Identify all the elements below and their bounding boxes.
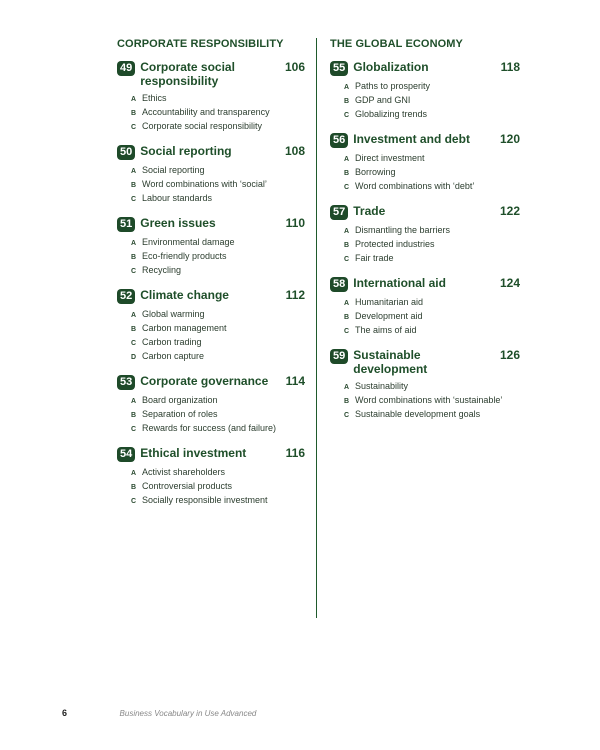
- unit-title: Green issues: [140, 216, 216, 230]
- unit-entry: [330, 60, 520, 122]
- book-title: Business Vocabulary in Use Advanced: [119, 709, 257, 718]
- subtopic-text: Protected industries: [355, 239, 435, 249]
- subtopic-letter: C: [131, 196, 137, 203]
- subtopic-text: Word combinations with ‘sustainable’: [355, 395, 503, 405]
- subtopic-text: Recycling: [142, 265, 182, 275]
- unit-number-badge: 49: [117, 61, 135, 76]
- subtopic-item: [131, 408, 305, 422]
- unit-number-badge: 54: [117, 447, 135, 462]
- subtopic-item: [344, 94, 520, 108]
- unit-heading[interactable]: [117, 216, 305, 232]
- subtopic-item: [131, 480, 305, 494]
- unit-title: Corporate social responsibility: [140, 60, 235, 88]
- subtopic-text: Carbon capture: [142, 351, 205, 361]
- unit-entry: [330, 276, 520, 338]
- unit-page-number: 126: [499, 348, 520, 362]
- unit-title: Investment and debt: [353, 132, 470, 146]
- unit-page-number: 108: [284, 144, 305, 158]
- unit-page-number: 120: [499, 132, 520, 146]
- subtopic-item: [131, 178, 305, 192]
- unit-title: Sustainable development: [353, 348, 428, 376]
- subtopic-text: Fair trade: [355, 253, 394, 263]
- unit-title: Climate change: [140, 288, 229, 302]
- subtopic-letter: B: [344, 398, 350, 405]
- subtopic-item: [344, 80, 520, 94]
- subtopic-item: [131, 350, 305, 364]
- subtopic-letter: C: [131, 124, 137, 131]
- subtopic-item: [344, 380, 520, 394]
- subtopic-list: [344, 224, 520, 266]
- subtopic-letter: B: [344, 98, 350, 105]
- unit-entry: [117, 144, 305, 206]
- unit-page-number: 110: [285, 216, 305, 230]
- page-footer: [62, 708, 256, 718]
- subtopic-text: Rewards for success (and failure): [142, 423, 277, 433]
- subtopic-letter: B: [131, 254, 137, 261]
- unit-entry: [330, 132, 520, 194]
- unit-number-badge: 51: [117, 217, 135, 232]
- subtopic-item: [344, 166, 520, 180]
- subtopic-text: Eco-friendly products: [142, 251, 227, 261]
- subtopic-item: [344, 408, 520, 422]
- unit-heading[interactable]: [117, 144, 305, 160]
- unit-title: Social reporting: [140, 144, 232, 158]
- section-title: CORPORATE RESPONSIBILITY: [117, 38, 284, 50]
- subtopic-text: Socially responsible investment: [142, 495, 268, 505]
- subtopic-item: [131, 308, 305, 322]
- subtopic-text: Borrowing: [355, 167, 396, 177]
- unit-number-badge: 52: [117, 289, 135, 304]
- subtopic-text: Global warming: [142, 309, 205, 319]
- subtopic-item: [131, 92, 305, 106]
- unit-title: Ethical investment: [140, 446, 247, 460]
- unit-page-number: 106: [284, 60, 305, 74]
- subtopic-text: Dismantling the barriers: [355, 225, 451, 235]
- subtopic-letter: A: [344, 384, 350, 391]
- subtopic-item: [344, 296, 520, 310]
- subtopic-text: Social reporting: [142, 165, 205, 175]
- left-column: [117, 38, 305, 518]
- subtopic-list: [131, 394, 305, 436]
- subtopic-list: [344, 80, 520, 122]
- subtopic-text: Activist shareholders: [142, 467, 226, 477]
- subtopic-list: [131, 164, 305, 206]
- subtopic-text: Board organization: [142, 395, 218, 405]
- unit-heading[interactable]: [330, 348, 520, 376]
- subtopic-item: [131, 120, 305, 134]
- subtopic-letter: C: [131, 426, 137, 433]
- subtopic-item: [131, 264, 305, 278]
- subtopic-text: Labour standards: [142, 193, 213, 203]
- subtopic-text: Word combinations with ‘social’: [142, 179, 267, 189]
- subtopic-text: Word combinations with ‘debt’: [355, 181, 475, 191]
- unit-heading[interactable]: [117, 446, 305, 462]
- unit-title: Trade: [353, 204, 386, 218]
- subtopic-letter: A: [344, 84, 350, 91]
- unit-number-badge: 58: [330, 277, 348, 292]
- unit-number-badge: 59: [330, 349, 348, 364]
- subtopic-item: [131, 164, 305, 178]
- subtopic-item: [344, 108, 520, 122]
- right-column: [330, 38, 520, 432]
- subtopic-letter: C: [131, 268, 137, 275]
- subtopic-item: [344, 324, 520, 338]
- subtopic-text: Environmental damage: [142, 237, 235, 247]
- unit-title: International aid: [353, 276, 446, 290]
- unit-number-badge: 53: [117, 375, 135, 390]
- subtopic-item: [131, 250, 305, 264]
- section-title: THE GLOBAL ECONOMY: [330, 38, 463, 50]
- subtopic-list: [131, 236, 305, 278]
- subtopic-list: [344, 152, 520, 194]
- subtopic-item: [344, 152, 520, 166]
- unit-heading[interactable]: [117, 288, 305, 304]
- subtopic-item: [131, 106, 305, 120]
- unit-heading[interactable]: [330, 204, 520, 220]
- subtopic-text: Controversial products: [142, 481, 233, 491]
- unit-entry: [330, 348, 520, 422]
- subtopic-item: [344, 252, 520, 266]
- subtopic-letter: C: [344, 184, 350, 191]
- subtopic-list: [131, 466, 305, 508]
- unit-entry: [117, 374, 305, 436]
- subtopic-item: [131, 336, 305, 350]
- unit-number-badge: 56: [330, 133, 348, 148]
- subtopic-letter: C: [344, 412, 350, 419]
- subtopic-letter: C: [131, 340, 137, 347]
- subtopic-item: [344, 238, 520, 252]
- subtopic-letter: C: [344, 328, 350, 335]
- subtopic-letter: C: [344, 112, 350, 119]
- unit-entry: [117, 446, 305, 508]
- subtopic-item: [344, 224, 520, 238]
- unit-page-number: 118: [500, 60, 520, 74]
- subtopic-letter: A: [131, 312, 137, 319]
- subtopic-text: Accountability and transparency: [142, 107, 270, 117]
- subtopic-letter: A: [131, 168, 137, 175]
- subtopic-item: [131, 322, 305, 336]
- subtopic-text: Direct investment: [355, 153, 425, 163]
- subtopic-item: [344, 394, 520, 408]
- subtopic-letter: B: [131, 326, 137, 333]
- unit-entry: [117, 60, 305, 134]
- subtopic-text: Sustainability: [355, 381, 409, 391]
- unit-number-badge: 50: [117, 145, 135, 160]
- subtopic-letter: B: [131, 110, 137, 117]
- subtopic-list: [131, 92, 305, 134]
- subtopic-letter: B: [344, 242, 350, 249]
- subtopic-item: [131, 394, 305, 408]
- subtopic-text: Sustainable development goals: [355, 409, 481, 419]
- subtopic-text: Humanitarian aid: [355, 297, 424, 307]
- unit-page-number: 122: [499, 204, 520, 218]
- subtopic-list: [344, 296, 520, 338]
- subtopic-letter: A: [131, 398, 137, 405]
- unit-page-number: 114: [285, 374, 305, 388]
- subtopic-text: Development aid: [355, 311, 423, 321]
- subtopic-item: [344, 310, 520, 324]
- subtopic-text: Carbon trading: [142, 337, 202, 347]
- unit-page-number: 116: [285, 446, 305, 460]
- subtopic-item: [131, 466, 305, 480]
- unit-list: [117, 60, 305, 508]
- subtopic-list: [131, 308, 305, 364]
- unit-heading[interactable]: [330, 132, 520, 148]
- unit-title: Corporate governance: [140, 374, 269, 388]
- subtopic-letter: B: [131, 484, 137, 491]
- subtopic-letter: A: [131, 96, 137, 103]
- subtopic-letter: A: [344, 156, 350, 163]
- subtopic-letter: C: [131, 498, 137, 505]
- subtopic-letter: B: [344, 170, 350, 177]
- subtopic-text: Paths to prosperity: [355, 81, 431, 91]
- unit-entry: [117, 288, 305, 364]
- unit-page-number: 112: [285, 288, 305, 302]
- unit-number-badge: 57: [330, 205, 348, 220]
- subtopic-list: [344, 380, 520, 422]
- subtopic-letter: B: [344, 314, 350, 321]
- subtopic-letter: B: [131, 412, 137, 419]
- subtopic-letter: A: [344, 300, 350, 307]
- subtopic-item: [344, 180, 520, 194]
- subtopic-letter: B: [131, 182, 137, 189]
- subtopic-text: Ethics: [142, 93, 167, 103]
- subtopic-letter: C: [344, 256, 350, 263]
- unit-list: [330, 60, 520, 422]
- unit-title: Globalization: [353, 60, 429, 74]
- subtopic-letter: D: [131, 354, 137, 361]
- subtopic-item: [131, 192, 305, 206]
- unit-number-badge: 55: [330, 61, 348, 76]
- subtopic-text: Corporate social responsibility: [142, 121, 263, 131]
- subtopic-item: [131, 422, 305, 436]
- unit-page-number: 124: [499, 276, 520, 290]
- unit-heading[interactable]: [330, 60, 520, 76]
- unit-heading[interactable]: [330, 276, 520, 292]
- subtopic-text: Carbon management: [142, 323, 227, 333]
- subtopic-letter: A: [131, 470, 137, 477]
- unit-heading[interactable]: [117, 60, 305, 88]
- subtopic-text: Globalizing trends: [355, 109, 428, 119]
- unit-entry: [117, 216, 305, 278]
- page-number: 6: [62, 708, 68, 718]
- unit-heading[interactable]: [117, 374, 305, 390]
- subtopic-text: Separation of roles: [142, 409, 218, 419]
- subtopic-text: GDP and GNI: [355, 95, 411, 105]
- subtopic-item: [131, 236, 305, 250]
- subtopic-item: [131, 494, 305, 508]
- subtopic-text: The aims of aid: [355, 325, 417, 335]
- subtopic-letter: A: [344, 228, 350, 235]
- column-divider: [316, 38, 317, 618]
- subtopic-letter: A: [131, 240, 137, 247]
- unit-entry: [330, 204, 520, 266]
